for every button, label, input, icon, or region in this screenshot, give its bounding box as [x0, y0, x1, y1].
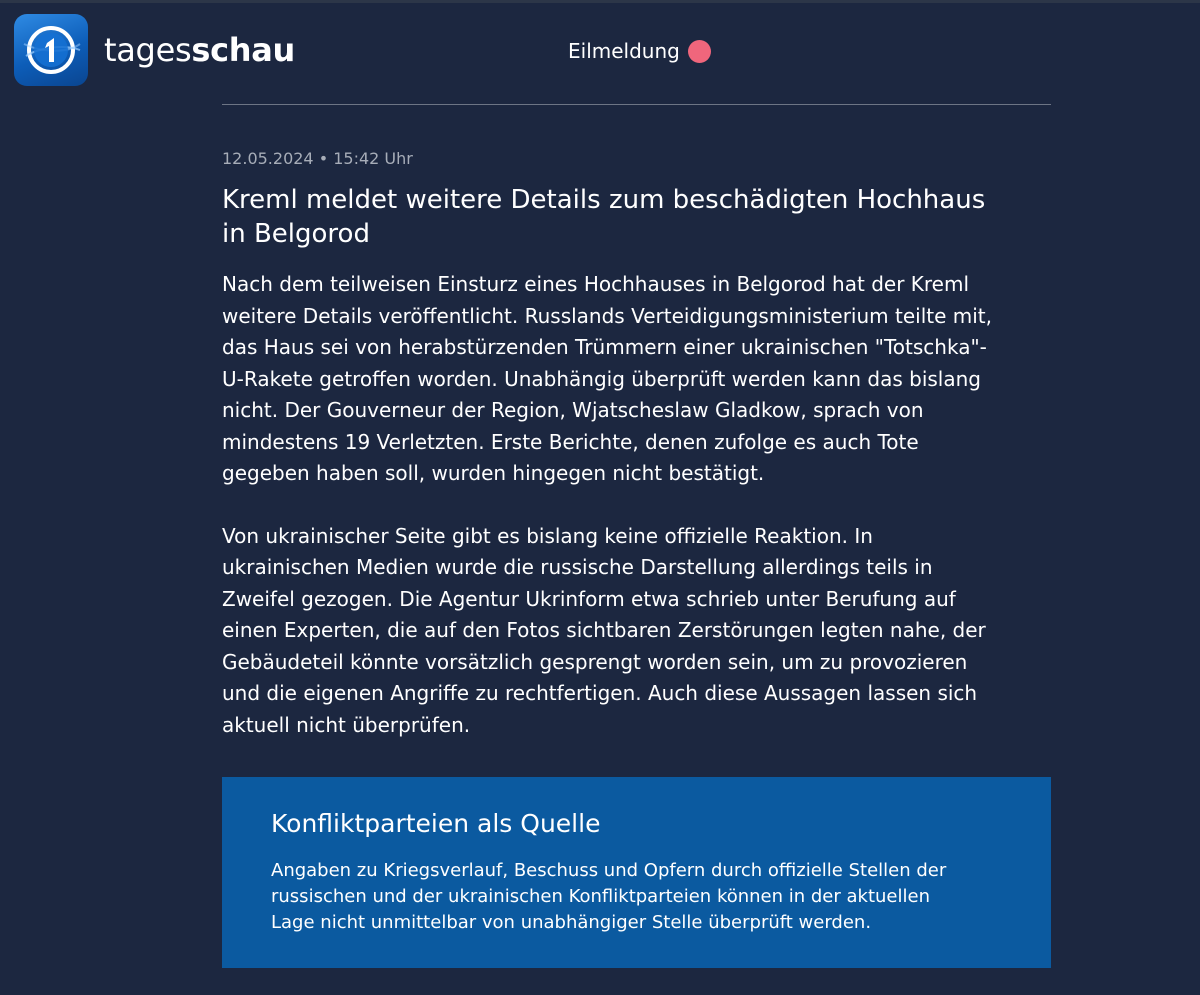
article-timestamp: 12.05.2024 • 15:42 Uhr	[222, 149, 413, 168]
paragraph-line: Gebäudeteil könnte vorsätzlich gesprengt worden sein, um zu provozieren	[222, 649, 968, 674]
paragraph-line: gegeben haben soll, wurden hingegen nicht bestätigt.	[222, 461, 765, 485]
brand-wordmark-bold: schau	[191, 31, 296, 69]
paragraph-line: nicht. Der Gouverneur der Region, Wjatscheslaw Gladkow, sprach von	[222, 398, 924, 422]
info-box-line: russischen und der ukrainischen Konfliktparteien können in der aktuellen	[271, 886, 930, 907]
brand-wordmark[interactable]	[104, 26, 295, 74]
paragraph-line: Zweifel gezogen. Die Agentur Ukrinform etwa schrieb unter Berufung auf	[222, 586, 956, 611]
top-border	[0, 0, 1200, 3]
paragraph-line: aktuell nicht überprüfen.	[222, 712, 471, 737]
article-headline	[222, 183, 1062, 251]
breaking-dot-icon	[688, 40, 711, 63]
header-divider	[222, 104, 1051, 105]
ard-one-logo-icon[interactable]	[14, 14, 88, 86]
article-paragraph-2	[222, 521, 1062, 742]
info-box-title: Konfliktparteien als Quelle	[271, 809, 601, 838]
paragraph-line: Nach dem teilweisen Einsturz eines Hochhauses in Belgorod hat der Kreml	[222, 272, 970, 296]
article	[222, 145, 1062, 741]
info-box-line: Angaben zu Kriegsverlauf, Beschuss und Opfern durch offizielle Stellen der	[271, 860, 947, 881]
source-info-box	[222, 777, 1051, 968]
headline-line: in Belgorod	[222, 219, 370, 249]
article-paragraph-1	[222, 269, 1062, 490]
paragraph-line: mindestens 19 Verletzten. Erste Berichte, denen zufolge es auch Tote	[222, 429, 919, 454]
paragraph-line: und die eigenen Angriffe zu rechtfertigen. Auch diese Aussagen lassen sich	[222, 681, 978, 705]
paragraph-line: das Haus sei von herabstürzenden Trümmern einer ukrainischen "Totschka"-	[222, 335, 987, 359]
paragraph-line: weitere Details veröffentlicht. Russlands Verteidigungsministerium teilte mit,	[222, 303, 992, 328]
paragraph-line: Von ukrainischer Seite gibt es bislang keine offizielle Reaktion. In	[222, 523, 873, 548]
breaking-news-label: Eilmeldung	[568, 39, 680, 63]
paragraph-line: einen Experten, die auf den Fotos sichtbaren Zerstörungen legten nahe, der	[222, 618, 986, 642]
headline-line: Kreml meldet weitere Details zum beschädigten Hochhaus	[222, 185, 986, 215]
brand-wordmark-light: tages	[104, 31, 192, 69]
paragraph-line: ukrainischen Medien wurde die russische Darstellung allerdings teils in	[222, 555, 933, 579]
info-box-text	[271, 858, 1051, 936]
breaking-news-link[interactable]	[568, 36, 711, 66]
info-box-line: Lage nicht unmittelbar von unabhängiger Stelle überprüft werden.	[271, 912, 872, 933]
paragraph-line: U-Rakete getroffen worden. Unabhängig überprüft werden kann das bislang	[222, 366, 981, 391]
